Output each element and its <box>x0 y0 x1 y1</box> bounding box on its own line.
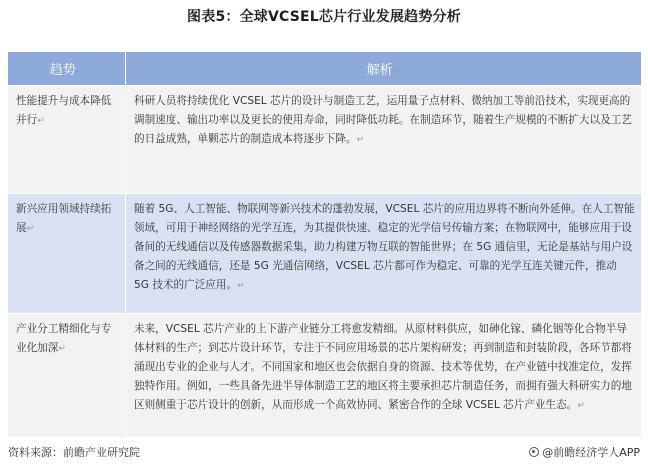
table-header-row <box>8 52 642 86</box>
trend-table <box>7 51 642 438</box>
figure-title: 图表5：全球VCSEL芯片行业发展趋势分析 <box>187 9 461 25</box>
table-row <box>8 314 642 438</box>
header-analysis: 解析↵ <box>126 52 642 86</box>
trend-cell: 产业分工精细化与专业化加深↵ <box>8 314 126 438</box>
table-row <box>8 86 642 194</box>
trend-cell: 性能提升与成本降低并行↵ <box>8 86 126 194</box>
analysis-cell: 随着 5G、人工智能、物联网等新兴技术的蓬勃发展，VCSEL 芯片的应用边界将不断向外延伸。在人工智能领域，可用于神经网络的光学互连，为其提供快速、稳定的光学信号传输方案；在物联网中，能够应用于设备间的无线通信以及传感器数据采集，助力构建万物互联的智能世界；在 5G 通信里，无论是基站与用户设备之间的无线通信，还是 5G 光通信网络，VCSEL 芯片都可作为稳定、可靠的光学互连关键元件，推动 5G 技术的广泛应用。↵ <box>126 194 642 314</box>
header-trend: 趋势↵ <box>8 52 126 86</box>
table-row <box>8 194 642 314</box>
brand-label: @前瞻经济学人APP <box>542 446 640 459</box>
analysis-cell: 科研人员将持续优化 VCSEL 芯片的设计与制造工艺，运用量子点材料、微纳加工等前沿技术，实现更高的调制速度、输出功率以及更长的使用寿命，同时降低功耗。在制造环节，随着生产规模的不断扩大以及工艺的日益成熟，单颗芯片的制造成本将逐步下降。↵ <box>126 86 642 194</box>
brand-logo-icon <box>529 447 539 457</box>
trend-cell: 新兴应用领域持续拓展↵ <box>8 194 126 314</box>
analysis-cell: 未来，VCSEL 芯片产业的上下游产业链分工将愈发精细。从原材料供应，如砷化镓、磷化铟等化合物半导体材料的生产；到芯片设计环节，专注于不同应用场景的芯片架构研发；再到制造和封装阶段，各环节都将涌现出专业的企业与人才。不同国家和地区也会依据自身的资源、技术等优势，在产业链中找准定位，发挥独特作用。例如，一些具备先进半导体制造工艺的地区将主要承担芯片制造任务，而拥有强大科研实力的地区则侧重于芯片设计的创新，从而形成一个高效协同、紧密合作的全球 VCSEL 芯片产业生态。↵ <box>126 314 642 438</box>
source-note: 资料来源：前瞻产业研究院 <box>8 446 140 459</box>
brand-credit <box>529 444 640 460</box>
